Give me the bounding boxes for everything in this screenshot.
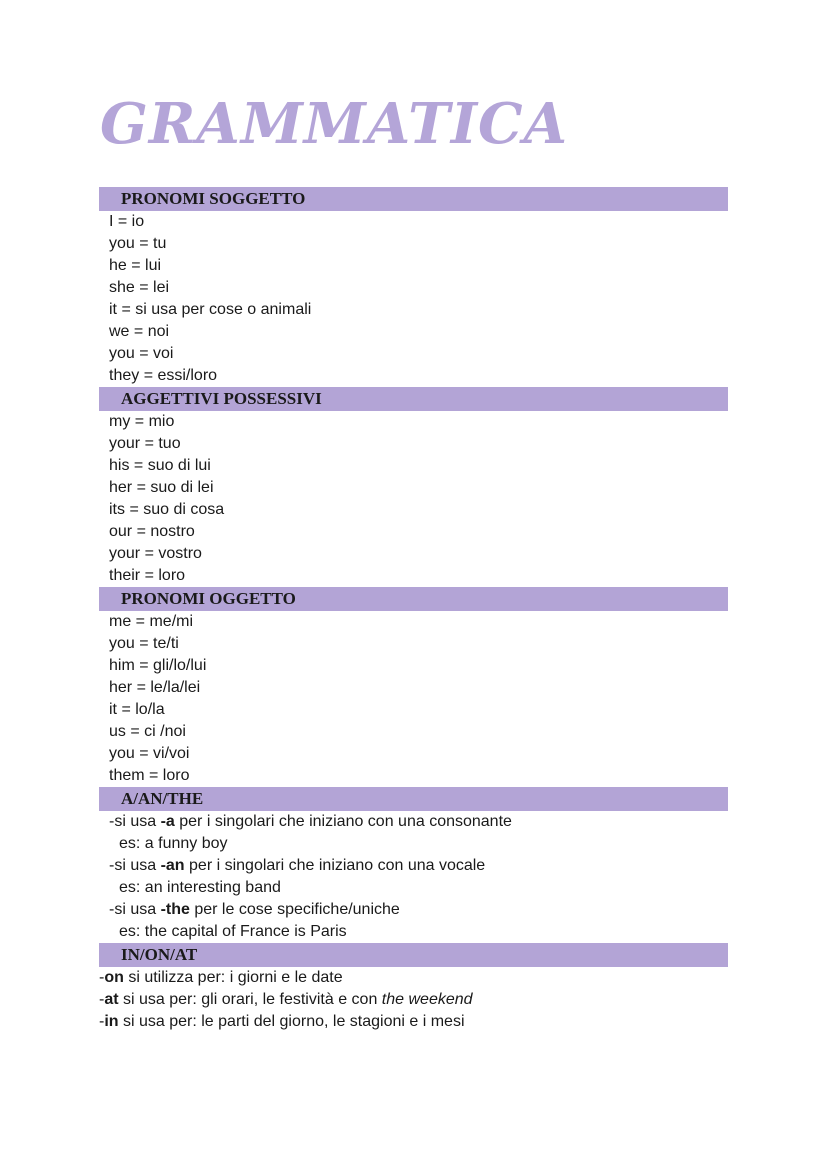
rule-a [99, 811, 728, 833]
list-item: his = suo di lui [109, 457, 211, 474]
rule-dash: - [99, 991, 105, 1008]
rule-italic: the weekend [381, 991, 473, 1008]
rule-text: -si usa [109, 901, 161, 918]
list-item: you = te/ti [109, 635, 179, 652]
rule-in [99, 1011, 728, 1033]
rule-keyword: on [104, 969, 124, 986]
list-item: him = gli/lo/lui [109, 657, 207, 674]
rule-text: -si usa [109, 813, 161, 830]
list-item: we = noi [109, 323, 170, 340]
section-header-pronomi-oggetto: PRONOMI OGGETTO [99, 587, 728, 611]
section-header-pronomi-soggetto: PRONOMI SOGGETTO [99, 187, 728, 211]
list-item: her = suo di lei [109, 479, 214, 496]
rule-text: si utilizza per: i giorni e le date [123, 969, 343, 986]
rule-at [99, 989, 728, 1011]
list-item: she = lei [109, 279, 170, 296]
example-a: es: a funny boy [119, 835, 228, 852]
list-item: your = tuo [109, 435, 181, 452]
rule-text: si usa per: gli orari, le festività e con [118, 991, 382, 1008]
list-item: our = nostro [109, 523, 195, 540]
rule-text: per i singolari che iniziano con una vocale [184, 857, 486, 874]
rule-keyword: -the [160, 901, 190, 918]
example-an: es: an interesting band [119, 879, 281, 896]
rule-text: si usa per: le parti del giorno, le stagioni e i mesi [118, 1013, 465, 1030]
list-item: you = vi/voi [109, 745, 190, 762]
example-the: es: the capital of France is Paris [119, 923, 347, 940]
rule-keyword: -a [160, 813, 175, 830]
list-item: her = le/la/lei [109, 679, 201, 696]
list-item: I = io [109, 213, 145, 230]
list-item: us = ci /noi [109, 723, 186, 740]
rule-an [99, 855, 728, 877]
list-item: he = lui [109, 257, 162, 274]
rule-text: -si usa [109, 857, 161, 874]
rule-dash: - [99, 1013, 105, 1030]
list-item: them = loro [109, 767, 190, 784]
list-item: it = si usa per cose o animali [109, 301, 312, 318]
rule-keyword: at [104, 991, 119, 1008]
list-item: me = me/mi [109, 613, 194, 630]
list-item: their = loro [109, 567, 186, 584]
list-item: you = voi [109, 345, 174, 362]
list-item: your = vostro [109, 545, 202, 562]
page-title: GRAMMATICA [100, 91, 569, 157]
rule-dash: - [99, 969, 105, 986]
rule-keyword: -an [160, 857, 185, 874]
list-item: you = tu [109, 235, 167, 252]
list-item: my = mio [109, 413, 175, 430]
rule-keyword: in [104, 1013, 119, 1030]
rule-the [99, 899, 728, 921]
rule-text: per i singolari che iniziano con una consonante [174, 813, 512, 830]
list-item: it = lo/la [109, 701, 165, 718]
section-header-prepositions: IN/ON/AT [99, 943, 728, 967]
grammar-notes [99, 187, 728, 1033]
section-header-articles: A/AN/THE [99, 787, 728, 811]
list-item: they = essi/loro [109, 367, 218, 384]
rule-on [99, 967, 728, 989]
list-item: its = suo di cosa [109, 501, 225, 518]
section-header-aggettivi-possessivi: AGGETTIVI POSSESSIVI [99, 387, 728, 411]
rule-text: per le cose specifiche/uniche [189, 901, 400, 918]
